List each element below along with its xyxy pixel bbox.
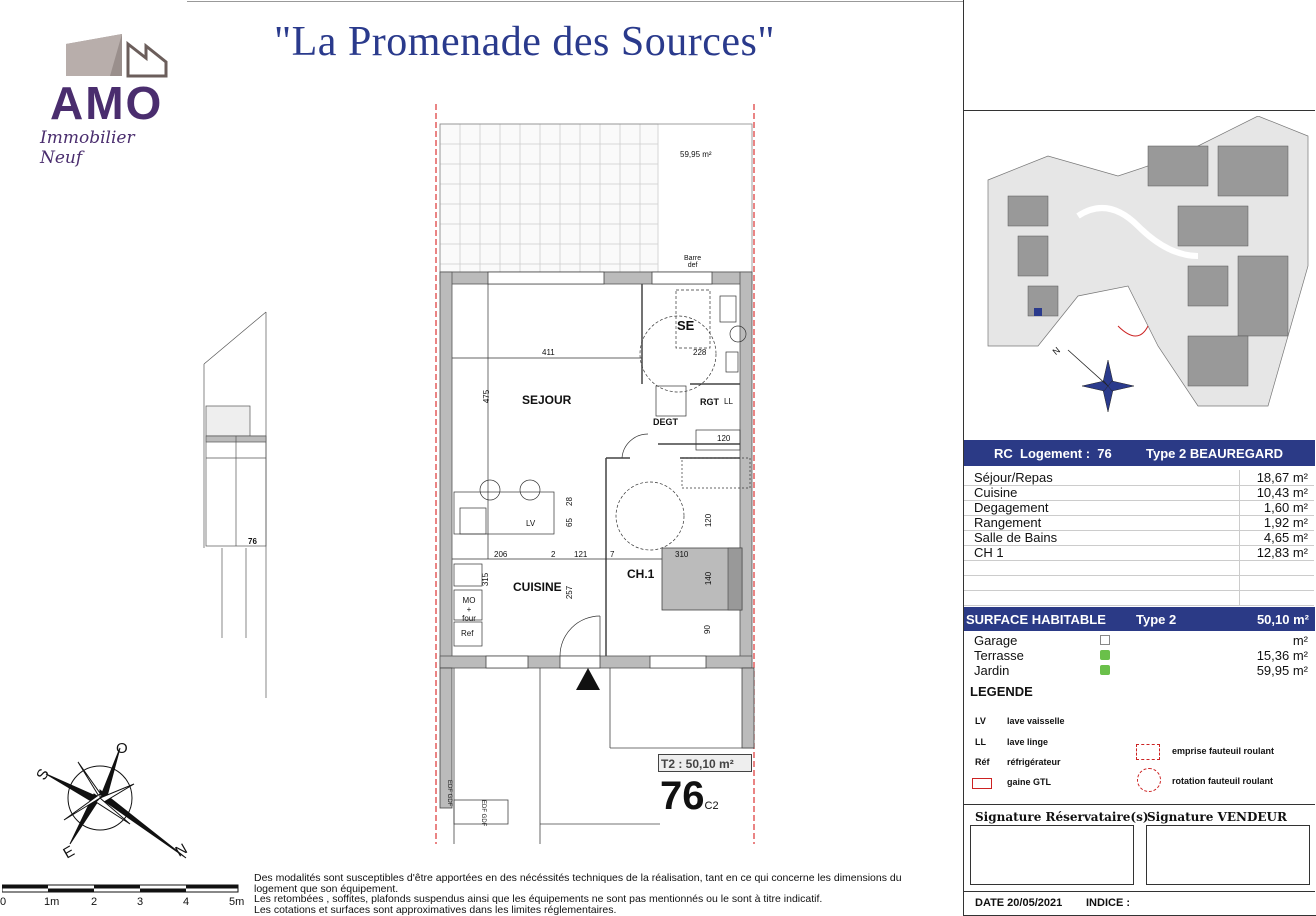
room-row: [964, 530, 1314, 546]
disclaimer-notes: [254, 873, 902, 915]
dim-411: 411: [542, 348, 555, 357]
panel-top-box: [964, 110, 1315, 111]
room-name: Séjour/Repas: [974, 470, 1053, 485]
room-se: SE: [677, 318, 695, 333]
room-rgt: RGT: [700, 397, 719, 407]
fixture-mo-four: MO + four: [462, 596, 476, 623]
compass-rose-icon: [30, 740, 200, 860]
entry-arrow: [576, 668, 600, 690]
dim-140: 140: [704, 571, 714, 586]
annex-area: 15,36 m²: [1256, 648, 1308, 663]
site-map: [968, 116, 1314, 434]
note-line-2: logement que son équipement.: [254, 882, 399, 895]
logo-word: AMO: [50, 77, 164, 129]
logement-header: [964, 440, 1315, 466]
dim-90: 90: [702, 625, 712, 634]
legend-text-gtl: gaine GTL: [1007, 777, 1052, 787]
scale-bar: [2, 884, 242, 894]
room-degt: DEGT: [653, 417, 679, 427]
unit-type: T2 : 50,10 m²: [661, 757, 734, 771]
footer-indice: INDICE :: [1086, 897, 1130, 909]
compass-s: S: [33, 765, 53, 784]
dim-206: 206: [494, 550, 508, 559]
room-area: 18,67 m²: [1256, 470, 1308, 485]
dim-121: 121: [574, 550, 588, 559]
fixture-ref: Ref: [461, 629, 474, 638]
legend-code-ref: Réf: [975, 757, 990, 767]
scale-label-0: 0: [0, 896, 7, 908]
site-north-label: N: [1050, 345, 1062, 357]
unit-suffix: C2: [704, 800, 719, 812]
room-name: Cuisine: [974, 485, 1018, 500]
dim-120b: 120: [704, 513, 714, 528]
note-line-4: Les cotations et surfaces sont approximatives dans les limites réglementaires.: [254, 903, 617, 916]
unchecked-icon: [1100, 635, 1110, 645]
note-line-1: Des modalités sont susceptibles d'être apportées en des nécéssités techniques de la réalisation, tant en ce qui concerne les dimensions du: [254, 872, 902, 884]
unit-number: [660, 774, 719, 819]
legend-emprise: emprise fauteuil roulant: [1172, 746, 1275, 756]
small-plan-label: 76: [248, 537, 257, 546]
surface-bar: [964, 607, 1315, 631]
unit-type-box: [658, 754, 752, 772]
dim-257: 257: [565, 585, 575, 600]
legende-title: LEGENDE: [970, 684, 1033, 699]
room-area: 1,92 m²: [1263, 515, 1308, 530]
site-north-icon: [1068, 350, 1134, 412]
scale-label-1: 1m: [44, 896, 60, 908]
small-location-plan: [202, 308, 268, 698]
annex-area: 59,95 m²: [1256, 663, 1308, 678]
room-name: CH 1: [974, 545, 1004, 560]
edf-gdf-a: EDF GDF: [446, 780, 452, 807]
floor-plan: [420, 104, 800, 844]
legend-text-lv: lave vaisselle: [1007, 716, 1065, 726]
note-line-3: Les retombées , soffites, plafonds suspendus ainsi que les équipements ne sont pas mentionnés ou le sont à titre indicatif.: [254, 893, 823, 905]
top-rule: [187, 1, 963, 2]
signature-reservataire-label: Signature Réservataire(s): [975, 810, 1149, 824]
dim-228: 228: [693, 348, 707, 357]
annex-row: [964, 633, 1314, 648]
signature-divider: [964, 804, 1315, 805]
room-row: [964, 470, 1314, 486]
legend-code-ll: LL: [975, 737, 986, 747]
room-area: 10,43 m²: [1256, 485, 1308, 500]
logo-tagline: Immobilier Neuf: [40, 128, 135, 168]
dim-120a: 120: [717, 434, 731, 443]
dim-315: 315: [481, 572, 491, 587]
checked-icon: [1100, 650, 1110, 660]
gaine-gtl-icon: [972, 778, 992, 789]
surface-value: 50,10 m²: [1256, 612, 1309, 627]
dim-28: 28: [564, 497, 574, 506]
annex-row: [964, 663, 1314, 678]
logo: [40, 30, 180, 168]
empty-row: [964, 575, 1314, 591]
annex-name: Jardin: [974, 663, 1010, 678]
scale-label-4: 4: [183, 896, 190, 908]
room-name: Rangement: [974, 515, 1042, 530]
compass-o: O: [116, 740, 128, 757]
logo-building-icon: [62, 32, 172, 80]
logement-type: Type 2 BEAUREGARD: [1146, 446, 1284, 461]
room-row: [964, 485, 1314, 501]
annex-name: Garage: [974, 633, 1018, 648]
legend-code-lv: LV: [975, 716, 986, 726]
legend-text-ref: réfrigérateur: [1007, 757, 1061, 767]
footer-divider: [964, 891, 1315, 892]
dim-65: 65: [564, 518, 574, 527]
checked-icon: [1100, 665, 1110, 675]
fixture-ll: LL: [724, 397, 733, 406]
room-row: [964, 545, 1314, 561]
scale-label-5: 5m: [229, 896, 245, 908]
compass-e: E: [60, 842, 78, 863]
empty-row: [964, 560, 1314, 576]
legend-text-ll: lave linge: [1007, 737, 1049, 747]
fixture-lv: LV: [526, 519, 536, 528]
footer-date: DATE 20/05/2021: [975, 897, 1063, 909]
signature-vendeur-label: Signature VENDEUR: [1147, 810, 1287, 824]
barre: Barre def: [684, 255, 702, 269]
surface-label: SURFACE HABITABLE: [966, 612, 1106, 627]
signature-vendeur-box[interactable]: [1146, 825, 1310, 885]
legend-rotation: rotation fauteuil roulant: [1172, 776, 1273, 786]
room-area: 12,83 m²: [1256, 545, 1308, 560]
empty-row: [964, 590, 1314, 606]
annex-name: Terrasse: [974, 648, 1024, 663]
surface-type: Type 2: [1136, 612, 1177, 627]
room-row: [964, 515, 1314, 531]
edf-gdf-b: EDF GDF: [480, 800, 486, 827]
signature-reservataire-box[interactable]: [970, 825, 1134, 885]
dim-475: 475: [482, 389, 492, 404]
room-area: 4,65 m²: [1263, 530, 1308, 545]
room-sejour: SEJOUR: [522, 393, 572, 407]
logement-id: RC Logement : 76: [994, 446, 1112, 461]
rotation-icon: [1137, 768, 1161, 792]
annex-row: [964, 648, 1314, 663]
dim-7: 7: [610, 550, 615, 559]
room-ch1: CH.1: [627, 567, 655, 581]
room-area: 1,60 m²: [1263, 500, 1308, 515]
room-name: Degagement: [974, 500, 1049, 515]
room-cuisine: CUISINE: [513, 580, 562, 594]
room-name: Salle de Bains: [974, 530, 1058, 545]
garden-area: 59,95 m²: [680, 150, 712, 159]
page-title: "La Promenade des Sources": [274, 19, 775, 65]
emprise-icon: [1136, 744, 1160, 760]
room-row: [964, 500, 1314, 516]
compass-n: N: [172, 840, 191, 861]
annex-area: m²: [1292, 633, 1308, 648]
dim-2: 2: [551, 550, 556, 559]
scale-label-3: 3: [137, 896, 144, 908]
scale-label-2: 2: [91, 896, 98, 908]
unit-number-value: 76: [660, 774, 705, 818]
dim-310: 310: [675, 550, 689, 559]
garden-grid: [440, 124, 658, 272]
